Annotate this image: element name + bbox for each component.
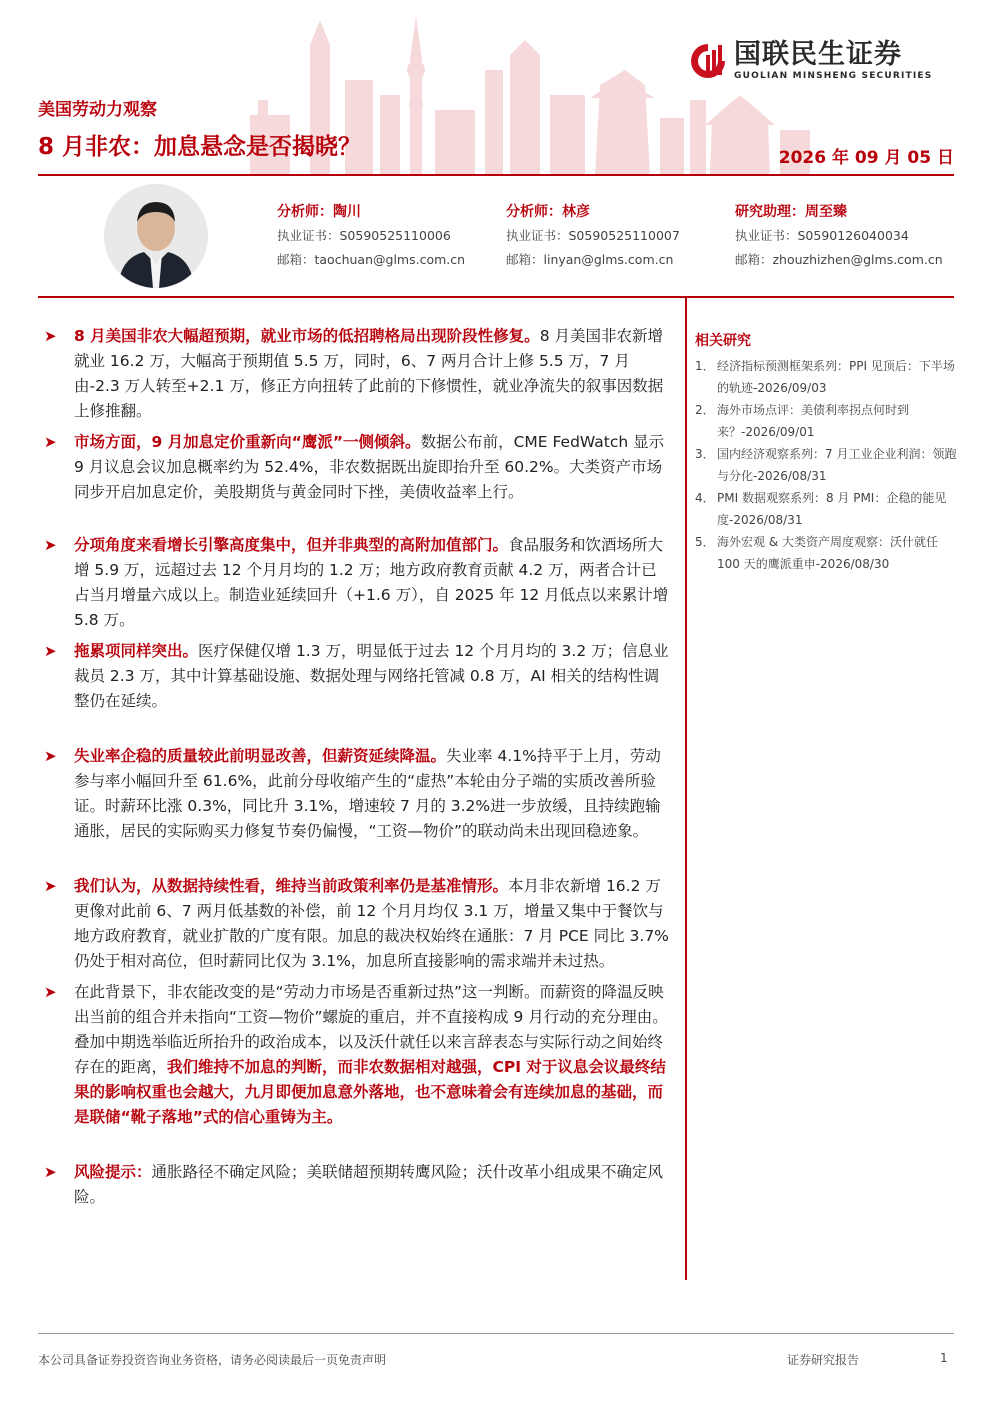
analyst-cert: 执业证书：S0590525110007 [506, 228, 680, 243]
analyst-email: 邮箱：zhouzhizhen@glms.com.cn [735, 252, 943, 267]
analyst-block-3 [735, 200, 943, 272]
paragraph-body: 医疗保健仅增 1.3 万，明显低于过去 12 个月月均的 3.2 万；信息业裁员 2.3 万，其中计算基础设施、数据处理与网络托管减 0.8 万，AI 相关的结构性调整仍在延续。 [74, 642, 669, 710]
item-number: 4． [695, 491, 715, 505]
footer-report-type: 证券研究报告 [787, 1353, 860, 1367]
paragraph-lead: 我们认为，从数据持续性看，维持当前政策利率仍是基准情形。 [74, 877, 509, 895]
analyst-name: 研究助理：周至臻 [735, 204, 847, 220]
summary-paragraph [44, 874, 672, 974]
logo-mark-icon [688, 41, 728, 81]
item-number: 2． [695, 403, 715, 417]
related-research-item[interactable] [695, 356, 957, 399]
paragraph-lead: 失业率企稳的质量较此前明显改善，但薪资延续降温。 [74, 747, 447, 765]
paragraph-body: 8 月美国非农新增就业 16.2 万，大幅高于预期值 5.5 万，同时，6、7 两月合计上修 5.5 万，7 月由-2.3 万人转至+2.1 万，修正方向扭转了此前的下修惯性，就业净流失的叙事因数据上修推翻。 [74, 327, 664, 420]
paragraph-conclusion: 我们维持不加息的判断，而非农数据相对越强，CPI 对于议息会议最终结果的影响权重也会越大，九月即便加息意外落地，也不意味着会有连续加息的基础，而是联储“靴子落地”式的信心重铸为主。 [74, 1058, 666, 1126]
arrow-bullet-icon: ➤ [44, 433, 57, 451]
item-number: 3． [695, 447, 715, 461]
item-text: 海外市场点评：美债利率拐点何时到来？-2026/09/01 [717, 403, 910, 439]
analyst-divider [38, 296, 954, 298]
arrow-bullet-icon: ➤ [44, 536, 57, 554]
paragraph-body: 失业率 4.1%持平于上月，劳动参与率小幅回升至 61.6%，此前分母收缩产生的“虚热”本轮由分子端的实质改善所验证。时薪环比涨 0.3%，同比升 3.1%，增速较 7 月的 3.2%进一步放缓，且持续跑输通胀，居民的实际购买力修复节奏仍偏慢，“工资—物价”的联动尚未出现回稳迹象。 [74, 747, 661, 840]
item-number: 1． [695, 359, 715, 373]
footer-disclaimer: 本公司具备证券投资咨询业务资格，请务必阅读最后一页免责声明 [38, 1353, 387, 1367]
company-logo [688, 40, 932, 82]
paragraph-lead: 8 月美国非农大幅超预期，就业市场的低招聘格局出现阶段性修复。 [74, 327, 540, 345]
related-research-title: 相关研究 [695, 333, 751, 349]
page-number: 1 [940, 1351, 948, 1365]
analyst-cert: 执业证书：S0590126040034 [735, 228, 909, 243]
report-date: 2026 年 09 月 05 日 [778, 148, 954, 168]
related-research-item[interactable] [695, 400, 957, 443]
summary-paragraph [44, 639, 672, 714]
item-text: PMI 数据观察系列：8 月 PMI：企稳的能见度-2026/08/31 [717, 491, 947, 527]
column-divider [685, 298, 687, 1280]
arrow-bullet-icon: ➤ [44, 747, 57, 765]
arrow-bullet-icon: ➤ [44, 327, 57, 345]
report-title: 8 月非农：加息悬念是否揭晓？ [38, 134, 362, 160]
item-number: 5． [695, 535, 715, 549]
arrow-bullet-icon: ➤ [44, 1163, 57, 1181]
analyst-email: 邮箱：taochuan@glms.com.cn [277, 252, 466, 267]
report-series: 美国劳动力观察 [38, 100, 157, 120]
arrow-bullet-icon: ➤ [44, 642, 57, 660]
logo-chinese-name: 国联民生证券 [734, 39, 902, 70]
paragraph-lead: 分项角度来看增长引擎高度集中，但并非典型的高附加值部门。 [74, 536, 509, 554]
related-research [695, 330, 957, 576]
related-research-item[interactable] [695, 444, 957, 487]
analyst-block-2 [506, 200, 680, 272]
arrow-bullet-icon: ➤ [44, 877, 57, 895]
item-text: 国内经济观察系列：7 月工业企业利润：领跑与分化-2026/08/31 [717, 447, 957, 483]
analyst-cert: 执业证书：S0590525110006 [277, 228, 451, 243]
analyst-email: 邮箱：linyan@glms.com.cn [506, 252, 674, 267]
summary-paragraph [44, 744, 672, 844]
related-research-item[interactable] [695, 532, 957, 575]
summary-paragraph [44, 533, 672, 633]
paragraph-body: 食品服务和饮酒场所大增 5.9 万，远超过去 12 个月月均的 1.2 万；地方政府教育贡献 4.2 万，两者合计已占当月增量六成以上。制造业延续回升（+1.6 万），自 2025 年 12 月低点以来累计增 5.8 万。 [74, 536, 669, 629]
item-text: 海外宏观 & 大类资产周度观察：沃什就任 100 天的鹰派重申-2026/08/30 [717, 535, 938, 571]
summary-paragraph [44, 430, 672, 505]
summary-paragraph [44, 980, 672, 1130]
person-silhouette-icon [104, 184, 208, 288]
paragraph-body: 本月非农新增 16.2 万更像对此前 6、7 两月低基数的补偿，前 12 个月月均仅 3.1 万，增量又集中于餐饮与地方政府教育，就业扩散的广度有限。加息的裁决权始终在通胀：7 月 PCE 同比 3.7%仍处于相对高位，但时薪同比仅为 3.1%，加息所直接影响的需求端并未过热。 [74, 877, 669, 970]
related-research-item[interactable] [695, 488, 957, 531]
summary-paragraph [44, 324, 672, 424]
header-divider [38, 174, 954, 176]
report-body [44, 324, 672, 1210]
item-text: 经济指标预测框架系列：PPI 见顶后：下半场的轨迹-2026/09/03 [717, 359, 955, 395]
analyst-avatar [104, 184, 208, 288]
paragraph-body: 通胀路径不确定风险；美联储超预期转鹰风险；沃什改革小组成果不确定风险。 [74, 1163, 664, 1206]
risk-paragraph [44, 1160, 672, 1210]
paragraph-lead: 风险提示： [74, 1163, 152, 1181]
analyst-block-1 [277, 200, 465, 272]
analyst-name: 分析师：陶川 [277, 204, 361, 220]
paragraph-lead: 拖累项同样突出。 [74, 642, 199, 660]
paragraph-body: 数据公布前，CME FedWatch 显示 9 月议息会议加息概率约为 52.4%，非农数据既出旋即抬升至 60.2%。大类资产市场同步开启加息定价，美股期货与黄金同时下挫，美债收益率上行。 [74, 433, 665, 501]
arrow-bullet-icon: ➤ [44, 983, 57, 1001]
paragraph-body: 在此背景下，非农能改变的是“劳动力市场是否重新过热”这一判断。而薪资的降温反映出当前的组合并未指向“工资—物价”螺旋的重启，并不直接构成 9 月行动的充分理由。叠加中期选举临近所抬升的政治成本，以及沃什就任以来言辞表态与实际行动之间始终存在的距离， [74, 983, 668, 1076]
logo-english-name: GUOLIAN MINSHENG SECURITIES [734, 71, 933, 81]
footer-divider [38, 1333, 954, 1334]
analyst-name: 分析师：林彦 [506, 204, 590, 220]
paragraph-lead: 市场方面，9 月加息定价重新向“鹰派”一侧倾斜。 [74, 433, 421, 451]
